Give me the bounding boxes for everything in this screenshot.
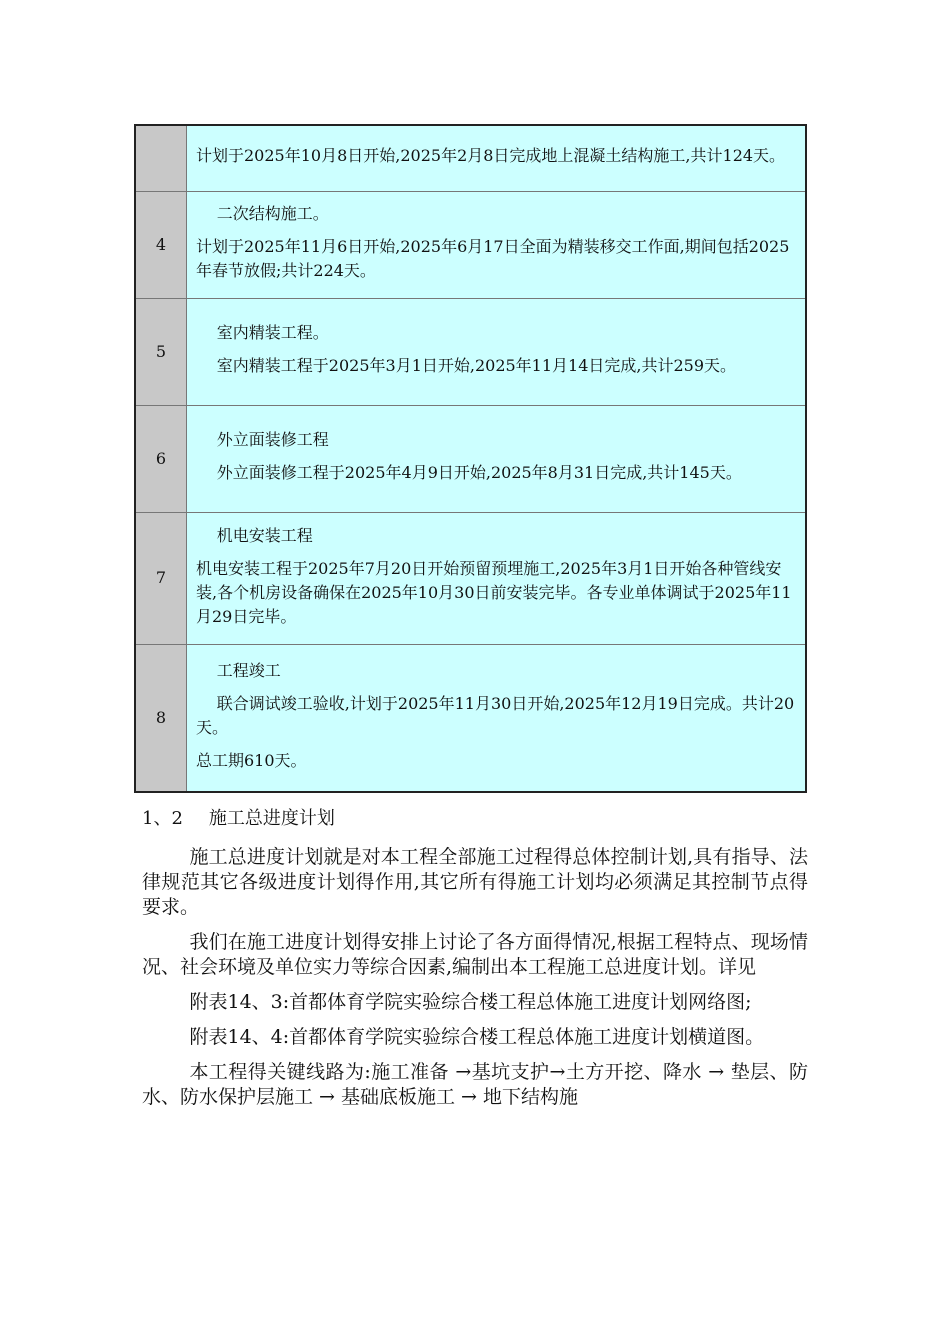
row-paragraph: 机电安装工程于2025年7月20日开始预留预埋施工,2025年3月1日开始各种管线安装,各个机房设备确保在2025年10月30日前安装完毕。各专业单体调试于2025年11月29日完毕。	[196, 558, 792, 626]
row-content	[187, 298, 807, 405]
section-body	[142, 845, 808, 1120]
table-row	[135, 191, 806, 298]
table-row	[135, 405, 806, 512]
schedule-table	[134, 124, 807, 793]
row-number: 7	[135, 512, 187, 644]
row-content	[187, 405, 807, 512]
row-heading: 室内精装工程。	[216, 323, 329, 342]
row-heading: 工程竣工	[216, 660, 281, 680]
body-paragraph: 施工总进度计划就是对本工程全部施工过程得总体控制计划,具有指导、法律规范其它各级进度计划得作用,其它所有得施工计划均必须满足其控制节点得要求。	[142, 846, 808, 918]
row-paragraph: 室内精装工程于2025年3月1日开始,2025年11月14日完成,共计259天。	[216, 356, 737, 375]
section-number: 1、2	[142, 808, 183, 829]
row-paragraph: 联合调试竣工验收,计划于2025年11月30日开始,2025年12月19日完成。共计20天。	[196, 693, 795, 737]
row-content	[187, 191, 807, 298]
row-heading: 机电安装工程	[216, 525, 313, 545]
row-content	[187, 644, 807, 792]
body-paragraph: 本工程得关键线路为:施工准备 →基坑支护→土方开挖、降水 → 垫层、防水、防水保护层施工 → 基础底板施工 → 地下结构施	[142, 1061, 808, 1108]
row-paragraph: 外立面装修工程于2025年4月9日开始,2025年8月31日完成,共计145天。	[216, 463, 742, 482]
body-paragraph: 我们在施工进度计划得安排上讨论了各方面得情况,根据工程特点、现场情况、社会环境及单位实力等综合因素,编制出本工程施工总进度计划。详见	[142, 931, 808, 978]
row-number: 5	[135, 298, 187, 405]
row-paragraph: 计划于2025年11月6日开始,2025年6月17日全面为精装移交工作面,期间包括2025年春节放假;共计224天。	[196, 237, 790, 280]
row-number	[135, 125, 187, 191]
section-title: 施工总进度计划	[208, 808, 335, 829]
section-heading	[142, 806, 335, 832]
row-heading: 外立面装修工程	[216, 430, 329, 449]
row-number: 8	[135, 644, 187, 792]
table-row	[135, 125, 806, 191]
body-paragraph: 附表14、4:首都体育学院实验综合楼工程总体施工进度计划横道图。	[189, 1026, 765, 1048]
table-row	[135, 644, 806, 792]
row-content	[187, 512, 807, 644]
table-row	[135, 298, 806, 405]
row-content	[187, 125, 807, 191]
body-paragraph: 附表14、3:首都体育学院实验综合楼工程总体施工进度计划网络图;	[189, 991, 752, 1013]
row-number: 4	[135, 191, 187, 298]
table-row	[135, 512, 806, 644]
row-paragraph: 计划于2025年10月8日开始,2025年2月8日完成地上混凝土结构施工,共计124天。	[196, 146, 786, 166]
row-paragraph: 总工期610天。	[196, 750, 307, 770]
row-heading: 二次结构施工。	[216, 204, 329, 223]
row-number: 6	[135, 405, 187, 512]
